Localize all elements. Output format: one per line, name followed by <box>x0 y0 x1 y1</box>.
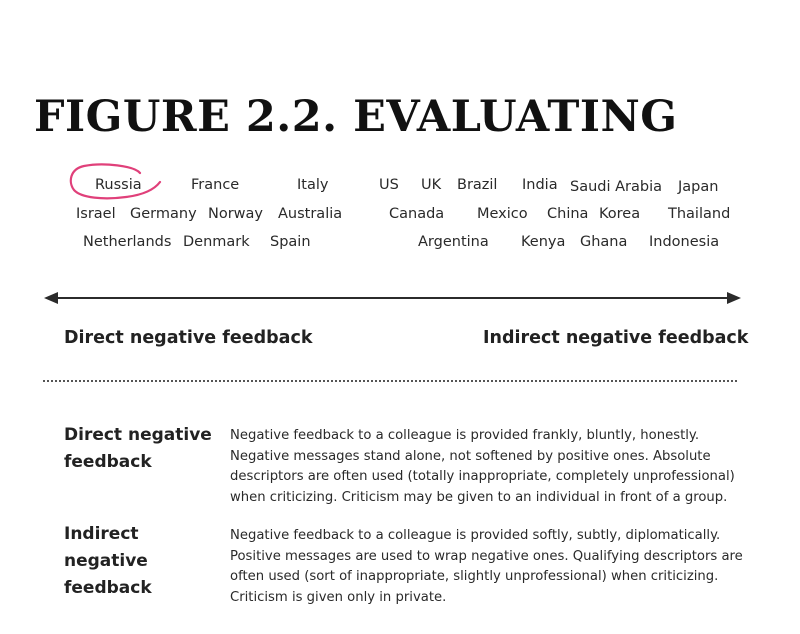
definition-text-indirect <box>230 526 750 608</box>
dotted-divider <box>43 380 737 382</box>
country-india: India <box>522 177 558 193</box>
country-argentina: Argentina <box>418 234 489 250</box>
definition-line: often used (sort of inappropriate, slightly unprofessional) when criticizing. <box>230 569 719 584</box>
country-ghana: Ghana <box>580 234 628 250</box>
country-brazil: Brazil <box>457 177 498 193</box>
country-thailand: Thailand <box>668 206 731 222</box>
term-line: Direct negative <box>64 425 212 445</box>
country-germany: Germany <box>130 206 197 222</box>
country-indonesia: Indonesia <box>649 234 720 250</box>
country-mexico: Mexico <box>477 206 528 222</box>
definition-term-direct <box>64 422 224 476</box>
country-canada: Canada <box>389 206 445 222</box>
country-australia: Australia <box>278 206 343 222</box>
country-saudi-arabia: Saudi Arabia <box>570 179 663 195</box>
annotation-circle <box>64 160 174 206</box>
definition-line: Criticism is given only in private. <box>230 589 447 605</box>
country-japan: Japan <box>678 179 719 195</box>
definition-text-direct <box>230 426 750 508</box>
definition-term-indirect <box>64 521 224 602</box>
scale-arrow <box>44 288 744 310</box>
scale-right-label: Indirect negative feedback <box>483 328 749 348</box>
country-us: US <box>379 177 399 193</box>
definition-line: Negative feedback to a colleague is provided frankly, bluntly, honestly. <box>230 428 700 443</box>
country-spain: Spain <box>270 234 311 250</box>
country-russia: Russia <box>95 177 142 193</box>
scale-left-label: Direct negative feedback <box>64 328 313 348</box>
country-uk: UK <box>421 177 442 193</box>
country-china: China <box>547 206 589 222</box>
figure-title: FIGURE 2.2. EVALUATING <box>34 92 678 142</box>
definition-line: Negative messages stand alone, not softened by positive ones. Absolute <box>230 448 711 464</box>
country-kenya: Kenya <box>521 234 566 250</box>
country-korea: Korea <box>599 206 641 222</box>
definition-line: descriptors are often used (totally inappropriate, completely unprofessional) <box>230 469 735 484</box>
country-denmark: Denmark <box>183 234 250 250</box>
definition-line: Negative feedback to a colleague is provided softly, subtly, diplomatically. <box>230 528 721 543</box>
country-norway: Norway <box>208 206 264 222</box>
definition-line: Positive messages are used to wrap negative ones. Qualifying descriptors are <box>230 548 743 564</box>
country-italy: Italy <box>297 177 329 193</box>
country-netherlands: Netherlands <box>83 234 172 250</box>
country-israel: Israel <box>76 206 116 222</box>
definition-line: when criticizing. Criticism may be given to an individual in front of a group. <box>230 489 728 505</box>
term-line: feedback <box>64 452 152 472</box>
term-line: feedback <box>64 578 152 598</box>
country-france: France <box>191 177 240 193</box>
term-line: Indirect negative <box>64 524 148 571</box>
